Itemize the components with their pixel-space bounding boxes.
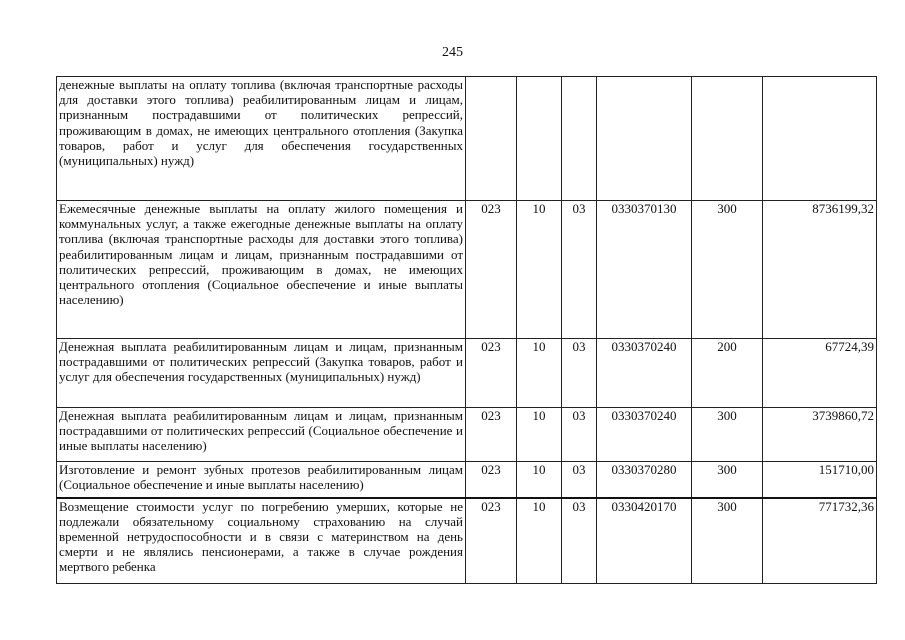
row-description: Ежемесячные денежные выплаты на оплату жилого помещения и коммунальных услуг, а также ежегодные денежные выплаты на оплату топлива (включая транспортные расходы для доставки этого топлива) реабилитированным лицам и лицам, признанным пострадавшими от политических репрессий, проживающим в домах, не имеющих центрального отопления (Социальное обеспечение и иные выплаты населению) <box>57 201 466 339</box>
row-description: Изготовление и ремонт зубных протезов реабилитированным лицам (Социальное обеспечение и иные выплаты населению) <box>57 462 466 498</box>
row-ministry-code: 023 <box>466 408 517 462</box>
row-ministry-code: 023 <box>466 339 517 408</box>
table-row <box>57 77 877 201</box>
row-section-code: 10 <box>517 408 562 462</box>
row-expense-type <box>692 77 763 201</box>
row-description: денежные выплаты на оплату топлива (включая транспортные расходы для доставки этого топлива) реабилитированным лицам и лицам, признанным пострадавшими от политических репрессий, проживающим в домах, не имеющих центрального отопления (Закупка товаров, работ и услуг для обеспечения государственных (муниципальных) нужд) <box>57 77 466 201</box>
row-target-article: 0330370130 <box>597 201 692 339</box>
row-expense-type: 300 <box>692 201 763 339</box>
row-amount <box>763 77 877 201</box>
row-section-code: 10 <box>517 462 562 498</box>
row-subsection-code: 03 <box>562 462 597 498</box>
row-section-code: 10 <box>517 201 562 339</box>
row-ministry-code: 023 <box>466 498 517 584</box>
table-row <box>57 462 877 498</box>
row-description: Денежная выплата реабилитированным лицам и лицам, признанным пострадавшими от политических репрессий (Социальное обеспечение и иные выплаты населению) <box>57 408 466 462</box>
row-target-article: 0330370240 <box>597 408 692 462</box>
page-number: 245 <box>442 45 463 60</box>
row-subsection-code: 03 <box>562 408 597 462</box>
row-expense-type: 300 <box>692 462 763 498</box>
row-amount: 771732,36 <box>763 498 877 584</box>
row-subsection-code <box>562 77 597 201</box>
row-target-article: 0330370240 <box>597 339 692 408</box>
row-subsection-code: 03 <box>562 201 597 339</box>
row-amount: 67724,39 <box>763 339 877 408</box>
row-expense-type: 300 <box>692 498 763 584</box>
row-expense-type: 200 <box>692 339 763 408</box>
row-description: Возмещение стоимости услуг по погребению умерших, которые не подлежали обязательному социальному страхованию на случай временной нетрудоспособности и в связи с материнством на день смерти и не являлись пенсионерами, а также в случае рождения мертвого ребенка <box>57 498 466 584</box>
table-row <box>57 498 877 584</box>
table-row <box>57 339 877 408</box>
row-target-article <box>597 77 692 201</box>
row-ministry-code: 023 <box>466 201 517 339</box>
row-amount: 151710,00 <box>763 462 877 498</box>
row-target-article: 0330370280 <box>597 462 692 498</box>
row-ministry-code: 023 <box>466 462 517 498</box>
row-amount: 3739860,72 <box>763 408 877 462</box>
row-target-article: 0330420170 <box>597 498 692 584</box>
row-amount: 8736199,32 <box>763 201 877 339</box>
row-ministry-code <box>466 77 517 201</box>
row-subsection-code: 03 <box>562 498 597 584</box>
budget-table <box>56 76 877 584</box>
row-section-code: 10 <box>517 339 562 408</box>
row-expense-type: 300 <box>692 408 763 462</box>
row-description: Денежная выплата реабилитированным лицам и лицам, признанным пострадавшими от политических репрессий (Закупка товаров, работ и услуг для обеспечения государственных (муниципальных) нужд) <box>57 339 466 408</box>
table-row <box>57 201 877 339</box>
row-subsection-code: 03 <box>562 339 597 408</box>
table-row <box>57 408 877 462</box>
row-section-code: 10 <box>517 498 562 584</box>
row-section-code <box>517 77 562 201</box>
